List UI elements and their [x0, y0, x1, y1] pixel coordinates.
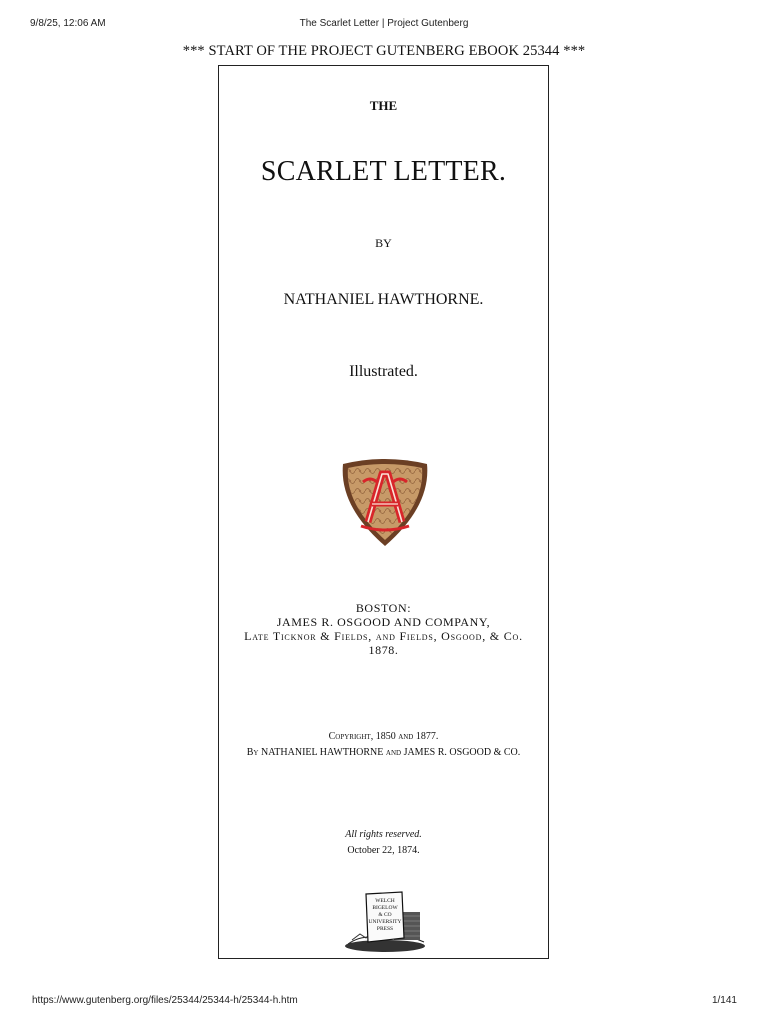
press-line-4: UNIVERSITY: [368, 919, 402, 925]
press-line-5: PRESS: [376, 926, 394, 932]
illustrated-note: Illustrated.: [349, 363, 418, 380]
imprint-city: BOSTON:: [355, 601, 412, 615]
print-url: https://www.gutenberg.org/files/25344/25344-h/25344-h.htm: [32, 995, 298, 1006]
imprint-publisher: JAMES R. OSGOOD AND COMPANY,: [276, 615, 491, 629]
publisher-imprint: [219, 601, 548, 657]
imprint-year: 1878.: [368, 643, 399, 657]
book-title: SCARLET LETTER.: [260, 156, 507, 187]
copyright-line-2: [219, 745, 548, 761]
press-line-3: & CO: [378, 912, 392, 918]
imprint-late: Late Ticknor & Fields, and Fields, Osgood, & Co.: [244, 629, 523, 643]
copyright-holder-1: NATHANIEL HAWTHORNE: [258, 747, 386, 758]
copyright-word: Copyright: [328, 731, 371, 742]
print-page-title: The Scarlet Letter | Project Gutenberg: [299, 18, 469, 29]
copyright-co: & CO.: [493, 747, 521, 758]
rights-date: October 22, 1874.: [347, 845, 420, 856]
ebook-start-marker: *** START OF THE PROJECT GUTENBERG EBOOK 25344 ***: [182, 43, 586, 59]
press-emblem-icon: [342, 888, 428, 954]
title-page-frame: [218, 65, 549, 959]
press-line-1: WELCH: [375, 898, 395, 904]
print-header: [0, 18, 768, 32]
copyright-years-b: 1877.: [413, 731, 439, 742]
rights-block: [219, 827, 548, 859]
copyright-and: and: [398, 731, 414, 742]
title-the: THE: [369, 98, 398, 113]
copyright-notice: [219, 729, 548, 761]
copyright-line-1: [219, 729, 548, 745]
title-by: BY: [375, 236, 392, 250]
copyright-years-a: , 1850: [370, 731, 399, 742]
rights-reserved: All rights reserved.: [345, 829, 422, 840]
print-footer: [0, 995, 768, 1009]
copyright-holder-2: JAMES R. OSGOOD: [401, 747, 494, 758]
print-page-number: 1/141: [711, 995, 737, 1006]
author-name: NATHANIEL HAWTHORNE.: [283, 291, 484, 308]
print-datetime: 9/8/25, 12:06 AM: [30, 18, 106, 29]
copyright-by: By: [246, 747, 259, 758]
shield-monogram-icon: [335, 456, 435, 550]
press-line-2: BIGELOW: [372, 905, 398, 911]
copyright-and-2: and: [385, 747, 402, 758]
